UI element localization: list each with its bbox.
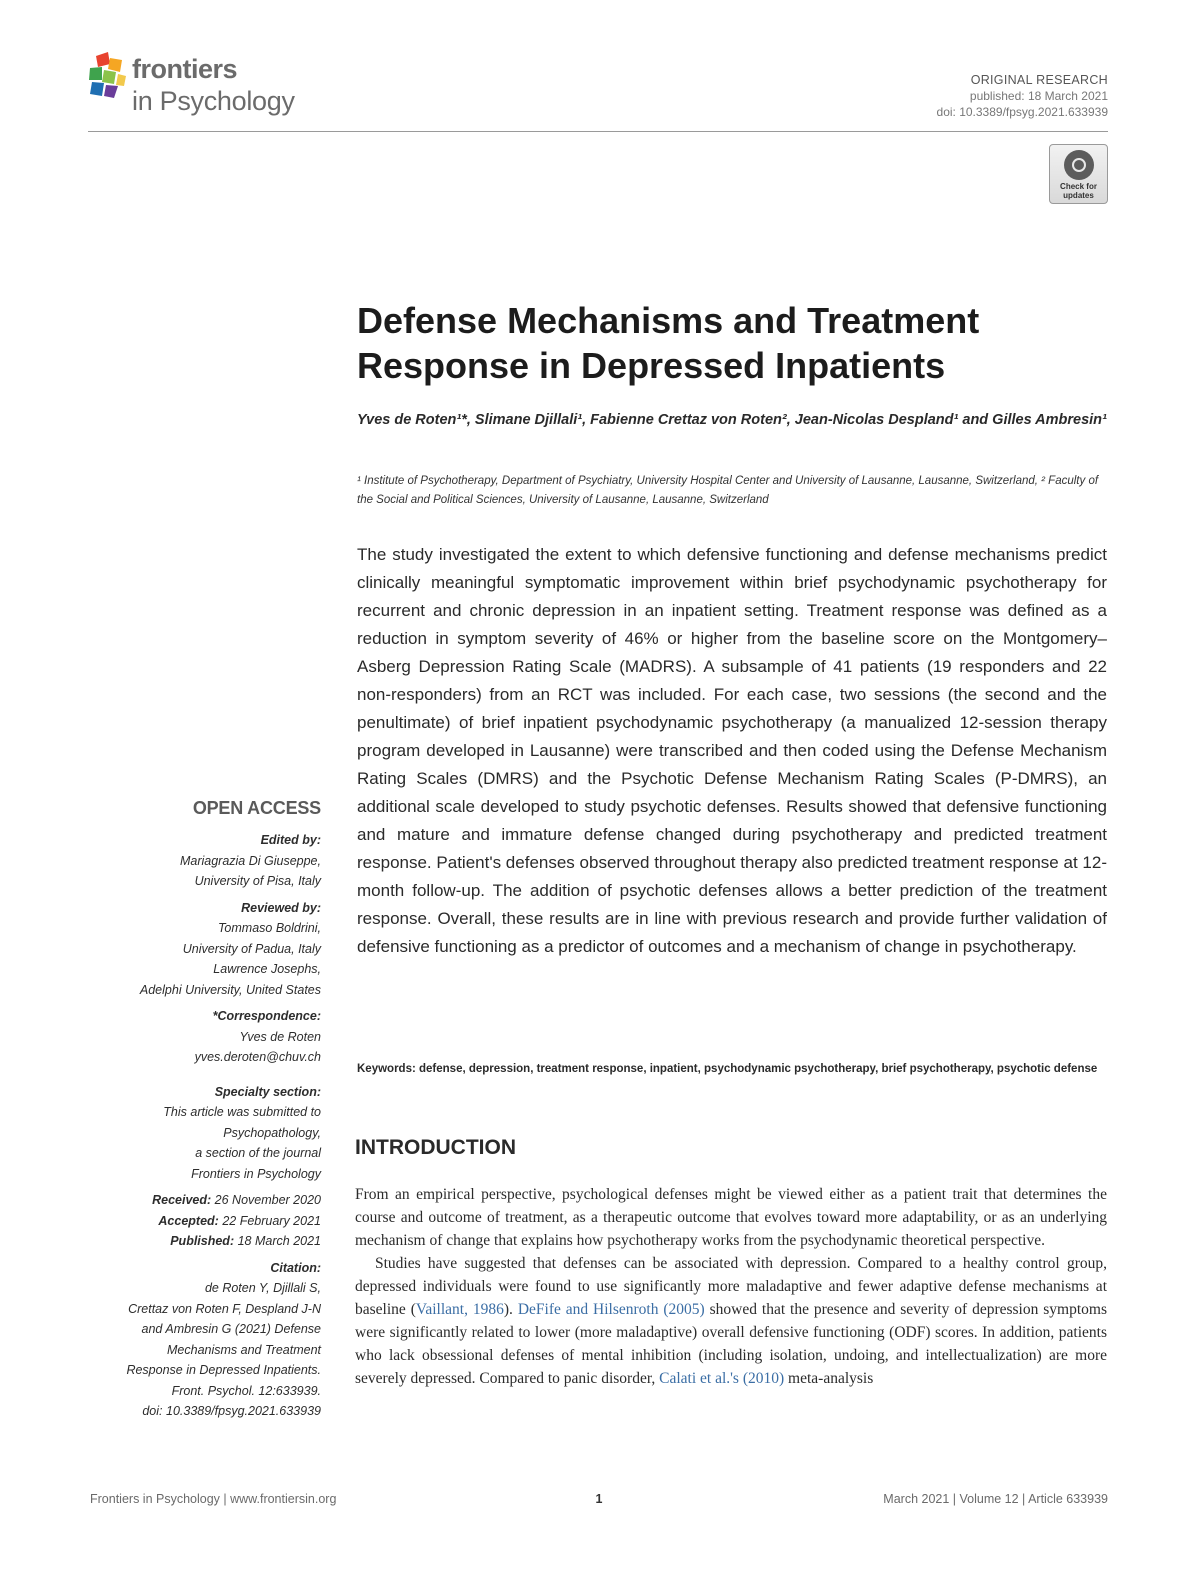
edited-by-label: Edited by: bbox=[260, 833, 321, 847]
crossmark-badge[interactable] bbox=[1049, 144, 1108, 204]
footer-issue-info: March 2021 | Volume 12 | Article 633939 bbox=[883, 1492, 1108, 1506]
citation-line: Mechanisms and Treatment bbox=[167, 1342, 321, 1357]
published-label: Published: bbox=[170, 1234, 235, 1248]
specialty-line: Frontiers in Psychology bbox=[191, 1166, 321, 1181]
introduction-body bbox=[355, 1183, 1107, 1390]
keywords bbox=[357, 1060, 1107, 1078]
open-access-label: OPEN ACCESS bbox=[192, 798, 321, 818]
reviewer-name: Lawrence Josephs, bbox=[213, 962, 321, 976]
brand-name: frontiers bbox=[132, 54, 238, 84]
paragraph bbox=[355, 1252, 1107, 1390]
keywords-label: Keywords: bbox=[357, 1063, 416, 1075]
received-value: 26 November 2020 bbox=[214, 1193, 321, 1207]
reviewed-by-label: Reviewed by: bbox=[241, 900, 321, 915]
specialty-line: a section of the journal bbox=[195, 1146, 321, 1160]
published-date: published: 18 March 2021 bbox=[969, 89, 1108, 103]
reviewer-affiliation: Adelphi University, United States bbox=[139, 982, 321, 997]
header-divider bbox=[88, 131, 1108, 132]
affiliations: ¹ Institute of Psychotherapy, Department of Psychiatry, University Hospital Center and University of Lausanne, Lausanne, Switzerland, ² Faculty of the Social and Political Sciences, University of Lausanne, Lausanne, Switzerland bbox=[357, 475, 1099, 506]
accepted-date bbox=[100, 1211, 321, 1232]
correspondence-label: *Correspondence: bbox=[212, 1009, 321, 1023]
citation-line: de Roten Y, Djillali S, bbox=[204, 1281, 321, 1295]
citation-link[interactable]: Vaillant, 1986 bbox=[415, 1301, 504, 1318]
page-footer bbox=[90, 1492, 1108, 1510]
article-meta bbox=[937, 72, 1108, 120]
citation-line: Front. Psychol. 12:633939. bbox=[171, 1383, 321, 1398]
citation bbox=[100, 1258, 321, 1422]
footer-journal-link[interactable]: Frontiers in Psychology | www.frontiersin.org bbox=[90, 1492, 337, 1506]
published-value: 18 March 2021 bbox=[237, 1234, 321, 1248]
citation-label: Citation: bbox=[270, 1260, 321, 1275]
reviewed-by bbox=[100, 898, 321, 1001]
article-title: Defense Mechanisms and Treatment Response in Depressed Inpatients bbox=[357, 300, 980, 386]
frontiers-logo-icon bbox=[88, 52, 128, 100]
specialty-label: Specialty section: bbox=[214, 1084, 321, 1099]
editor-name: Mariagrazia Di Giuseppe, bbox=[179, 853, 321, 868]
page-number: 1 bbox=[595, 1492, 603, 1506]
citation-line: Crettaz von Roten F, Despland J-N bbox=[128, 1301, 321, 1316]
author-list: Yves de Roten¹*, Slimane Djillali¹, Fabienne Crettaz von Roten², Jean-Nicolas Despland¹ and Gilles Ambresin¹ bbox=[357, 412, 1107, 428]
paragraph: From an empirical perspective, psychological defenses might be viewed either as a patient trait that determines the course and outcome of treatment, as a therapeutic outcome that evolves toward more adaptability, or as an underlying mechanism of change that explains how psychotherapy works from the psychodynamic theoretical perspective. bbox=[355, 1186, 1107, 1249]
text-run: showed that the presence and severity of depression symptoms were significantly related to lower (more maladaptive) overall defensive functioning (ODF) scores. In addition, patients who lack obsessional defenses of mental inhibition (including isolation, undoing, and intellectualization) are more severely depressed. Compared to panic disorder, bbox=[355, 1301, 1107, 1387]
editor-affiliation: University of Pisa, Italy bbox=[194, 874, 321, 888]
article-type: ORIGINAL RESEARCH bbox=[970, 73, 1108, 87]
reviewer-name: Tommaso Boldrini, bbox=[217, 921, 321, 935]
dates bbox=[100, 1190, 321, 1252]
citation-line: Response in Depressed Inpatients. bbox=[126, 1363, 321, 1377]
citation-link[interactable]: DeFife and Hilsenroth (2005) bbox=[517, 1301, 705, 1318]
specialty-line: This article was submitted to bbox=[163, 1105, 321, 1119]
correspondence-email[interactable]: yves.deroten@chuv.ch bbox=[194, 1050, 321, 1064]
text-run: meta-analysis bbox=[784, 1370, 874, 1387]
text-run: Studies have suggested that defenses can be associated with depression. Compared to a healthy control group, depressed individuals were found to use significantly more maladaptive and fewer adaptive defense mechanisms at baseline ( bbox=[355, 1255, 1107, 1318]
specialty-section bbox=[100, 1082, 321, 1185]
journal-name: in Psychology bbox=[132, 86, 295, 116]
citation-link[interactable]: Calati et al.'s (2010) bbox=[659, 1370, 785, 1387]
specialty-line: Psychopathology, bbox=[223, 1125, 321, 1140]
published-date-sidebar bbox=[100, 1231, 321, 1252]
correspondence bbox=[100, 1006, 321, 1068]
text-run: ). bbox=[503, 1301, 518, 1318]
received-date bbox=[100, 1190, 321, 1211]
crossmark-icon bbox=[1064, 150, 1094, 180]
journal-logo[interactable] bbox=[88, 50, 318, 120]
accepted-label: Accepted: bbox=[158, 1213, 219, 1228]
correspondence-name: Yves de Roten bbox=[239, 1029, 321, 1044]
edited-by bbox=[100, 830, 321, 892]
abstract: The study investigated the extent to which defensive functioning and defense mechanisms predict clinically meaningful symptomatic improvement within brief psychodynamic psychotherapy for recurrent and chronic depression in an inpatient setting. Treatment response was defined as a reduction in symptom severity of 46% or higher from the baseline score on the Montgomery–Asberg Depression Rating Scale (MADRS). A subsample of 41 patients (19 responders and 22 non-responders) from an RCT was included. For each case, two sessions (the second and the penultimate) of brief inpatient psychodynamic psychotherapy (a manualized 12-session therapy program developed in Lausanne) were transcribed and then coded using the Defense Mechanism Rating Scales (DMRS) and the Psychotic Defense Mechanism Rating Scales (P-DMRS), an additional scale developed to study psychotic defenses. Results showed that defensive functioning and mature and immature defense changed during psychotherapy and predicted treatment response. Patient's defenses observed throughout therapy also predicted treatment response at 12-month follow-up. The addition of psychotic defenses allows a better prediction of the treatment response. Overall, these results are in line with previous research and provide further validation of defensive functioning as a predictor of outcomes and a mechanism of change in psychotherapy. bbox=[357, 545, 1107, 956]
article-doi[interactable]: doi: 10.3389/fpsyg.2021.633939 bbox=[936, 105, 1108, 119]
article-info-sidebar bbox=[100, 795, 321, 1428]
reviewer-affiliation: University of Padua, Italy bbox=[182, 941, 321, 956]
accepted-value: 22 February 2021 bbox=[222, 1213, 321, 1228]
received-label: Received: bbox=[152, 1193, 212, 1207]
section-heading-introduction: INTRODUCTION bbox=[355, 1136, 516, 1159]
citation-doi[interactable]: doi: 10.3389/fpsyg.2021.633939 bbox=[142, 1404, 321, 1418]
keywords-list: defense, depression, treatment response, inpatient, psychodynamic psychotherapy, brief psychotherapy, psychotic defense bbox=[419, 1063, 1098, 1075]
crossmark-label: Check for updates bbox=[1060, 182, 1097, 200]
citation-line: and Ambresin G (2021) Defense bbox=[141, 1322, 321, 1336]
